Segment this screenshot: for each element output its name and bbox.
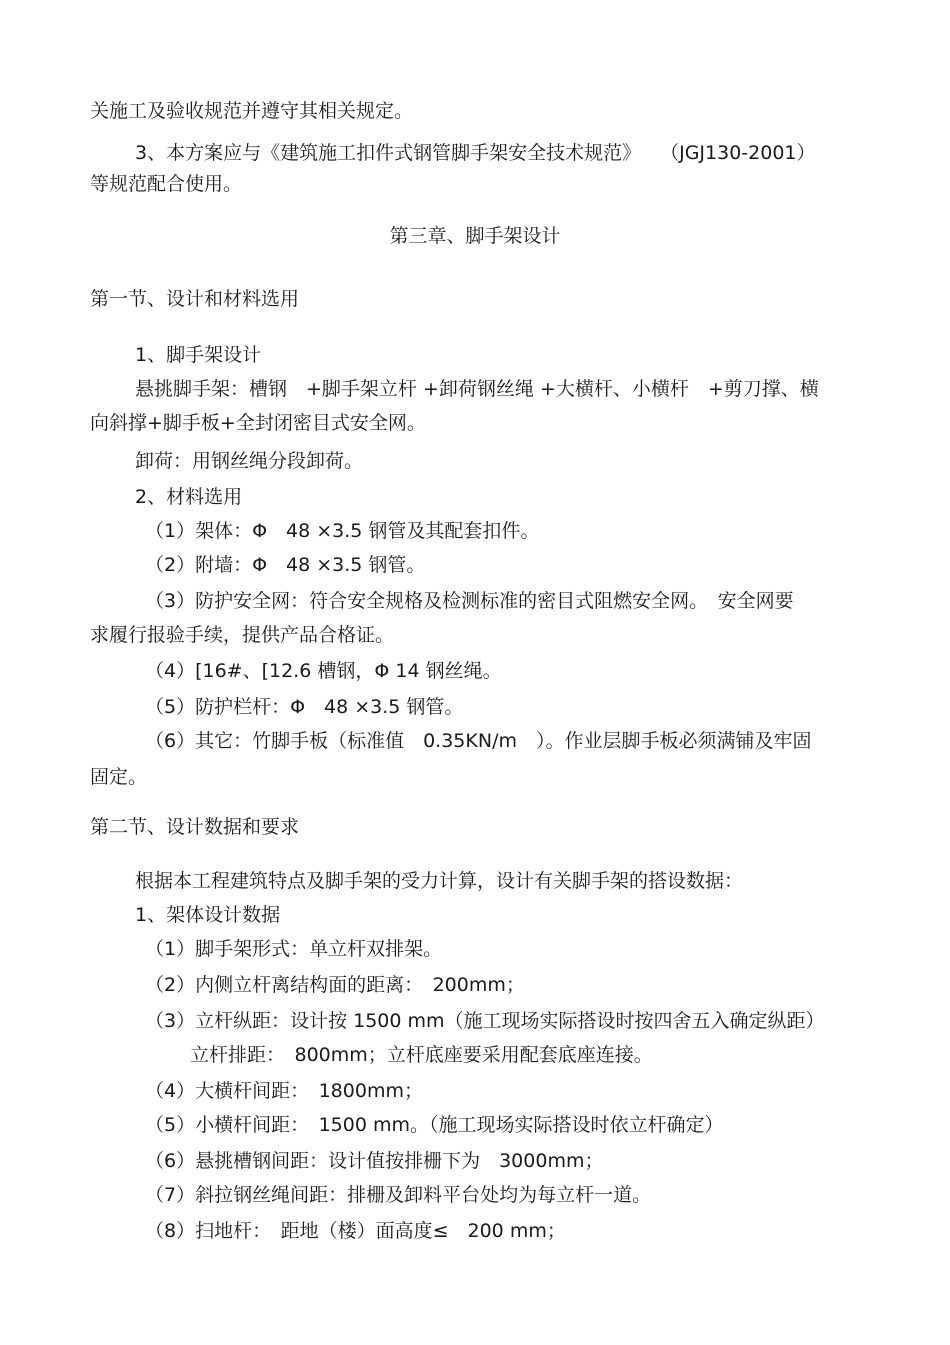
list-item: （6）悬挑槽钢间距：设计值按排栅下为 3000mm； [145,1150,604,1172]
list-item: （1）脚手架形式：单立杆双排架。 [145,938,443,960]
subsection-heading: 1、脚手架设计 [135,344,262,366]
list-item: （1）架体：Φ 48 ×3.5 钢管及其配套扣件。 [145,520,540,542]
section-heading: 第二节、设计数据和要求 [90,816,300,838]
list-item: （8）扫地杆： 距地（楼）面高度≤ 200 mm； [145,1220,566,1242]
list-item-continuation: 立杆排距： 800mm；立杆底座要采用配套底座连接。 [190,1044,653,1066]
paragraph-line: 等规范配合使用。 [90,173,243,195]
list-item: （4）大横杆间距： 1800mm； [145,1080,423,1102]
list-item: （3）立杆纵距：设计按 1500 mm（施工现场实际搭设时按四舍五入确定纵距） [145,1010,825,1032]
list-item: （2）内侧立杆离结构面的距离： 200mm； [145,974,525,996]
list-item: （7）斜拉钢丝绳间距：排栅及卸料平台处均为每立杆一道。 [145,1184,652,1206]
paragraph-line: 3、本方案应与《建筑施工扣件式钢管脚手架安全技术规范》 （JGJ130-2001） [135,142,816,164]
paragraph-line: 求履行报验手续，提供产品合格证。 [90,624,395,646]
paragraph-line: 固定。 [90,766,148,788]
subsection-heading: 1、架体设计数据 [135,904,281,926]
paragraph-line: 卸荷：用钢丝绳分段卸荷。 [135,450,364,472]
list-item: （6）其它：竹脚手板（标准值 0.35KN/m ）。作业层脚手板必须满铺及牢固 [145,730,812,752]
paragraph-line: 向斜撑+脚手板+全封闭密目式安全网。 [90,412,426,434]
subsection-heading: 2、材料选用 [135,486,243,508]
paragraph-line: 关施工及验收规范并遵守其相关规定。 [90,100,414,122]
paragraph-line: 悬挑脚手架：槽钢 +脚手架立杆 +卸荷钢丝绳 +大横杆、小横杆 +剪刀撑、横 [135,378,819,400]
chapter-heading: 第三章、脚手架设计 [389,225,561,247]
section-heading: 第一节、设计和材料选用 [90,288,300,310]
list-item: （2）附墙：Φ 48 ×3.5 钢管。 [145,554,426,576]
list-item: （5）小横杆间距： 1500 mm。（施工现场实际搭设时依立杆确定） [145,1114,724,1136]
list-item: （4）[16#、[12.6 槽钢，Φ 14 钢丝绳。 [145,660,502,682]
list-item: （3）防护安全网：符合安全规格及检测标准的密目式阻燃安全网。 安全网要 [145,590,794,612]
paragraph-line: 根据本工程建筑特点及脚手架的受力计算，设计有关脚手架的搭设数据： [135,870,744,892]
list-item: （5）防护栏杆：Φ 48 ×3.5 钢管。 [145,696,464,718]
